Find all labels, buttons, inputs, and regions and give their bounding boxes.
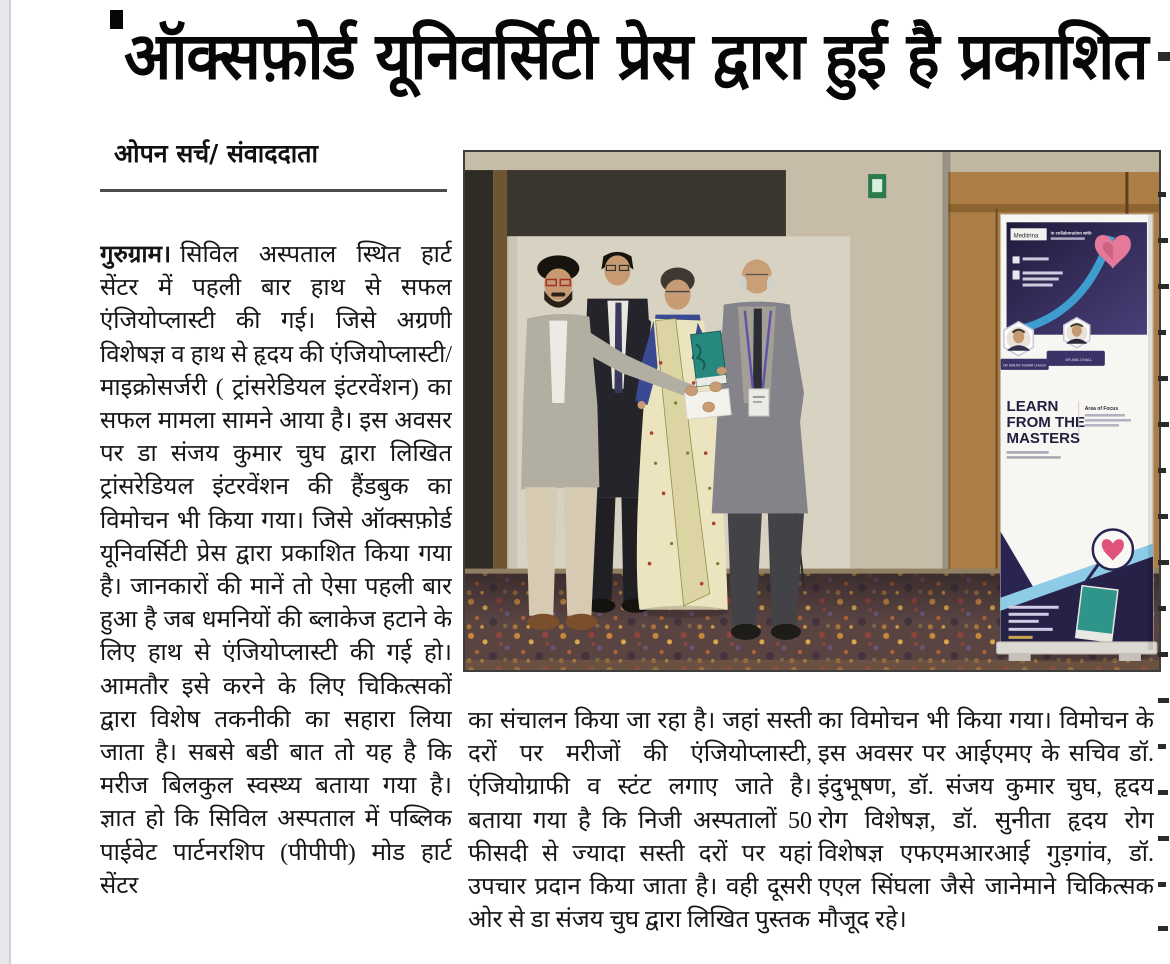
banner-brand: Meditrina [1013,233,1039,240]
wood-trim [493,170,507,574]
edge-tick-mark [1158,606,1166,611]
edge-tick-mark [1158,376,1168,381]
edge-tick-mark [1158,284,1169,289]
dark-wall-band [505,170,786,236]
headline: ऑक्सफ़ोर्ड यूनिवर्सिटी प्रेस द्वारा हुई है प्रकाशित [124,17,1148,95]
edge-tick-mark [1158,52,1170,61]
calendar-icon [1013,256,1020,263]
byline-rule [100,189,447,192]
dateline: गुरुग्राम। [100,242,172,268]
scan-corner-mark [110,10,123,29]
location-pin-icon [1013,270,1020,279]
edge-tick-mark [1158,882,1166,887]
banner-doctor-right-name: DR ANIL DHALL [1065,357,1093,362]
exit-sign-icon [868,174,886,198]
edge-tick-mark [1158,468,1166,473]
edge-tick-mark [1158,330,1166,335]
rollup-banner [997,214,1157,662]
edge-tick-mark [1158,926,1168,931]
article-column-1-text: सिविल अस्पताल स्थित हार्ट सेंटर में पहली बार हाथ से सफल एंजियोप्लास्टी की गई। जिसे अग्रणी विशेषज्ञ व हाथ से हृदय की एंजियोप्लास्टी/माइक्रोसर्जरी ( ट्रांसरेडियल इंटरवेंशन) का सफल मामला सामने आया है। इस अवसर पर डा संजय कुमार चुघ द्वारा लिखित ट्रांसरेडियल इंटरवेंशन की हैंडबुक का विमोचन भी किया गया। जिसे ऑक्सफ़ोर्ड यूनिवर्सिटी प्रेस द्वारा प्रकाशित किया गया है। जानकारों की मानें तो ऐसा पहली बार हुआ है जब धमनियों की ब्लाकेज हटाने के लिए हाथ से एंजियोप्लास्टी की गई हो। आमतौर इसे करने के लिए चिकित्सकों द्वारा विशेष तकनीकी का सहारा लिया जाता है। सबसे बडी बात तो यह है कि मरीज बिलकुल स्वस्थ्य बताया गया है। ज्ञात हो कि सिविल अस्पताल में पब्लिक पाईवेट पार्टनरशिप (पीपीपी) मोड हार्ट सेंटर [100,242,452,899]
edge-tick-mark [1158,192,1166,197]
edge-tick-mark [1158,836,1169,841]
svg-text:LEARN: LEARN [1006,397,1059,416]
banner-doctor-portrait-left [1004,322,1033,356]
edge-tick-mark [1158,514,1168,519]
edge-tick-mark [1158,744,1166,749]
banner-base [997,642,1157,654]
edge-tick-mark [1158,238,1168,243]
svg-text:MASTERS: MASTERS [1006,430,1081,448]
dark-wall-corner [465,170,493,574]
article-column-3: का विमोचन भी किया गया। विमोचन के इस अवसर पर आईएमए के सचिव डॉ. इंदुभूषण, डॉ. संजय कुमार चुघ, हृदय रोग विशेषज्ञ, डॉ. सुनीता हृदय रोग विशेषज्ञ एफएमआरआई गुड़गांव, डॉ. एएल सिंघला जैसे जानेमाने चिकित्सक मौजूद रहे। [818,708,1154,934]
svg-text:FROM THE: FROM THE [1006,414,1086,432]
edge-tick-mark [1158,790,1168,795]
byline: ओपन सर्च/ संवाददाता [114,139,318,168]
news-photo [463,150,1161,672]
edge-tick-mark [1158,652,1168,657]
edge-tick-mark [1158,698,1169,703]
banner-area-label: Area of Focus [1084,405,1119,412]
news-photo-illustration [465,152,1159,670]
edge-tick-mark [1158,422,1169,427]
scan-edge-strip [0,0,11,964]
edge-tick-mark [1158,560,1169,565]
banner-doctor-portrait-right [1064,318,1090,348]
banner-collab: in collaboration with [1050,230,1092,236]
banner-doctor-left-name: DR SANJAY KUMAR CHUGH [1003,363,1046,368]
article-column-2: का संचालन किया जा रहा है। जहां सस्ती दरों पर मरीजों की एंजियोप्लास्टी, एंजियोग्राफी व स्टंट लगाए जाते है। बताया गया है कि निजी अस्पतालों 50 फीसदी से ज्यादा सस्ती दरों पर यहां उपचार प्रदान किया जाता है। वही दूसरी ओर से डा संजय चुघ द्वारा लिखित पुस्तक [468,708,812,934]
article-column-1 [100,239,452,964]
